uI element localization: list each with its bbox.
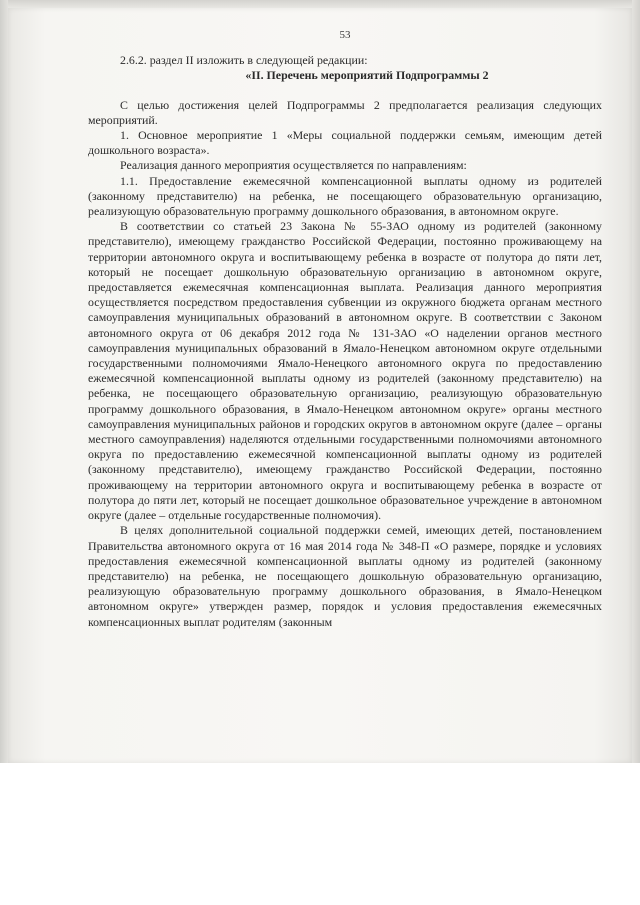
section-heading: «II. Перечень мероприятий Подпрограммы 2 <box>245 68 489 83</box>
paragraph: 1.1. Предоставление ежемесячной компенсационной выплаты одному из родителей (законному представителю) на ребенка, не посещающего образовательную организацию, реализующую образовательную программу дошкольного образования, в автономном округе. <box>88 173 602 219</box>
paragraph: В соответствии со статьей 23 Закона № 55-ЗАО одному из родителей (законному представителю), имеющему гражданство Российской Федерации, постоянно проживающему на территории автономного округа и воспитывающему ребенка в возрасте от полутора до пяти лет, который не посещает дошкольную образовательную организацию в автономном округе, предоставляется ежемесячная компенсационная выплата. Реализация данного мероприятия осуществляется посредством предоставления субвенции из окружного бюджета органам местного самоуправления муниципальных образований в автономном округе. В соответствии с Законом автономного округа от 06 декабря 2012 года № 131-ЗАО «О наделении органов местного самоуправления муниципальных образований в Ямало-Ненецком автономном округе отдельными государственными полномочиями Ямало-Ненецкого автономного округа по предоставлению ежемесячной компенсационной выплаты одному из родителей (законному представителю) на ребенка, не посещающего образовательную организацию, реализующую образовательную программу дошкольного образования, в Ямало-Ненецком автономном округе» органы местного самоуправления муниципальных районов и городских округов в автономном округе (далее – органы местного самоуправления) наделяются отдельными государственными полномочиями автономного округа по предоставлению ежемесячной компенсационной выплаты одному из родителей (законному представителю), имеющему гражданство Российской Федерации, постоянно проживающему на территории автономного округа и воспитывающему ребенка в возрасте от полутора до пяти лет, который не посещает дошкольное образовательное учреждение в автономном округе (далее – отдельные государственные полномочия). <box>88 219 602 523</box>
scan-edge-left <box>0 0 8 763</box>
paragraph: 1. Основное мероприятие 1 «Меры социальной поддержки семьям, имеющим детей дошкольного возраста». <box>88 128 602 158</box>
document-body <box>88 12 602 630</box>
page-number: 53 <box>339 29 351 41</box>
scan-edge-top <box>0 0 640 8</box>
paragraph: В целях дополнительной социальной поддержки семей, имеющих детей, постановлением Правительства автономного округа от 16 мая 2014 года № 348-П «О размере, порядке и условиях предоставления ежемесячной компенсационной выплаты одному из родителей (законному представителю) на ребенка, не посещающего дошкольную образовательную организацию, реализующую образовательную программу дошкольного образования, в Ямало-Ненецком автономном округе» утвержден размер, порядок и условия предоставления ежемесячных компенсационных выплат родителям (законным <box>88 523 602 629</box>
paragraph: С целью достижения целей Подпрограммы 2 предполагается реализация следующих мероприятий. <box>88 97 602 127</box>
paragraph: Реализация данного мероприятия осуществляется по направлениям: <box>120 158 467 173</box>
amendment-intro: 2.6.2. раздел II изложить в следующей редакции: <box>120 53 368 68</box>
scan-edge-right <box>632 0 640 763</box>
